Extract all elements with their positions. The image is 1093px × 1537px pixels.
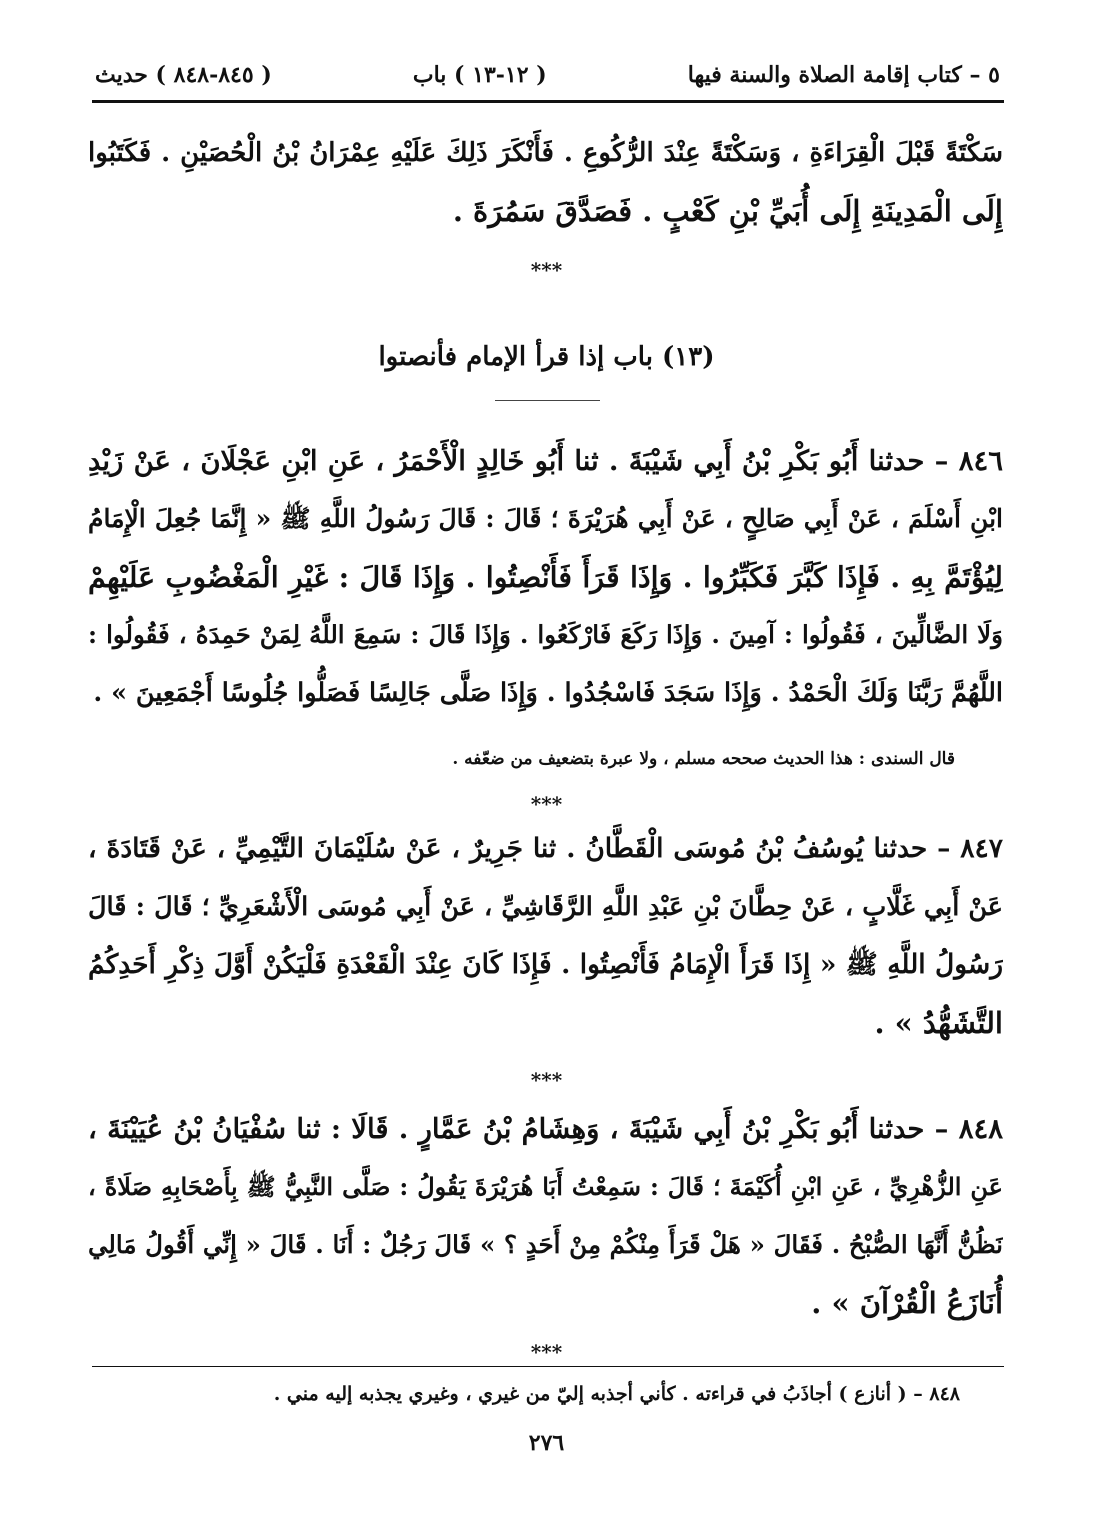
sindi-note	[350, 746, 955, 772]
text-line: لِيُؤْتَمَّ بِهِ . فَإِذَا كَبَّرَ فَكَبِّرُوا . وَإِذَا قَرَأَ فَأَنْصِتُوا . وَإِذَا قَالَ : غَيْرِ الْمَغْضُوبِ عَلَيْهِمْ	[88, 560, 1003, 594]
header-hadiths: ( ٨٤٥-٨٤٨ ) حديث	[95, 62, 272, 88]
text-line: سَكْتَةً قَبْلَ الْقِرَاءَةِ ، وَسَكْتَةً عِنْدَ الرُّكُوعِ . فَأَنْكَرَ ذَلِكَ عَلَيْهِ عِمْرَانُ بْنُ الْحُصَيْنِ . فَكَتَبُوا	[88, 138, 1003, 168]
text-line: ٨٤٦ – حدثنا أَبُو بَكْرِ بْنُ أَبِي شَيْبَةَ . ثنا أَبُو خَالِدٍ الْأَحْمَرُ ، عَنِ ابْنِ عَجْلَانَ ، عَنْ زَيْدِ	[88, 445, 1003, 477]
text-line: اللَّهُمَّ رَبَّنَا وَلَكَ الْحَمْدُ . وَإِذَا سَجَدَ فَاسْجُدُوا . وَإِذَا صَلَّى جَالِسًا فَصَلُّوا جُلُوسًا أَجْمَعِينَ » .	[93, 678, 1003, 708]
continuation-text	[88, 124, 1003, 240]
text-line: ٨٤٨ – حدثنا أَبُو بَكْرِ بْنُ أَبِي شَيْبَةَ ، وَهِشَامُ بْنُ عَمَّارٍ . قَالَا : ثنا سُفْيَانُ بْنُ عُيَيْنَةَ ،	[88, 1113, 1003, 1145]
footnote: ٨٤٨ – ( أنازع ) أجاذَبُ في قراءته . كأني أجذبه إليّ من غيري ، وغيري يجذبه إليه مني .	[273, 1383, 960, 1405]
text-line: التَّشَهُّدُ » .	[874, 1006, 1003, 1040]
note-line: قال السندى : هذا الحديث صححه مسلم ، ولا عبرة بتضعيف من ضعّفه .	[452, 749, 955, 769]
text-line: ابْنِ أَسْلَمَ ، عَنْ أَبِي صَالِحٍ ، عَنْ أَبِي هُرَيْرَةَ ؛ قَالَ : قَالَ رَسُولُ اللَّهِ ﷺ « إِنَّمَا جُعِلَ الْإِمَامُ	[88, 504, 1003, 533]
section-separator: ***	[530, 1340, 563, 1364]
text-line: وَلَا الضَّالِّينَ ، فَقُولُوا : آمِينَ . وَإِذَا رَكَعَ فَارْكَعُوا . وَإِذَا قَالَ : سَمِعَ اللَّهُ لِمَنْ حَمِدَهُ ، فَقُولُوا :	[88, 620, 1003, 649]
hadith-846	[88, 432, 1003, 722]
text-line: نَظُنُّ أَنَّهَا الصُّبْحُ . فَقَالَ « هَلْ قَرَأَ مِنْكُمْ مِنْ أَحَدٍ ؟ » قَالَ رَجُلٌ : أَنَا . قَالَ « إِنِّي أَقُولُ مَالِي	[88, 1230, 1003, 1259]
header-book-title: ٥ – كتاب إقامة الصلاة والسنة فيها	[687, 62, 1000, 88]
text-line: عَنِ الزُّهْرِيِّ ، عَنِ ابْنِ أُكَيْمَةَ ؛ قَالَ : سَمِعْتُ أَبَا هُرَيْرَةَ يَقُولُ : صَلَّى النَّبِيُّ ﷺ بِأَصْحَابِهِ صَلَاةً ،	[88, 1172, 1003, 1201]
section-separator: ***	[530, 1068, 563, 1092]
text-line: عَنْ أَبِي غَلَّابٍ ، عَنْ حِطَّانَ بْنِ عَبْدِ اللَّهِ الرَّقَاشِيِّ ، عَنْ أَبِي مُوسَى الْأَشْعَرِيِّ ؛ قَالَ : قَالَ	[88, 892, 1003, 922]
text-line: إِلَى الْمَدِينَةِ إِلَى أُبَيِّ بْنِ كَعْبٍ . فَصَدَّقَ سَمُرَةَ .	[452, 194, 1003, 228]
footnote-rule	[92, 1366, 1004, 1367]
running-header	[95, 52, 1000, 98]
page-number: ٢٧٦	[528, 1430, 565, 1456]
chapter-heading: (١٣) باب إذا قرأ الإمام فأنصتوا	[378, 342, 715, 372]
hadith-847	[88, 820, 1003, 1052]
header-rule	[92, 100, 1004, 103]
section-separator: ***	[530, 792, 563, 816]
chapter-heading-rule	[495, 400, 600, 401]
hadith-848	[88, 1100, 1003, 1332]
section-separator: ***	[530, 258, 563, 282]
text-line: ٨٤٧ – حدثنا يُوسُفُ بْنُ مُوسَى الْقَطَّانُ . ثنا جَرِيرٌ ، عَنْ سُلَيْمَانَ التَّيْمِيِّ ، عَنْ قَتَادَةَ ،	[88, 833, 1003, 864]
text-line: رَسُولُ اللَّهِ ﷺ « إِذَا قَرَأَ الْإِمَامُ فَأَنْصِتُوا . فَإِذَا كَانَ عِنْدَ الْقَعْدَةِ فَلْيَكُنْ أَوَّلَ ذِكْرِ أَحَدِكُمُ	[88, 949, 1003, 980]
header-chapters: ( ١٢-١٣ ) باب	[412, 62, 547, 88]
text-line: أُنَازَعُ الْقُرْآنَ » .	[811, 1286, 1003, 1320]
